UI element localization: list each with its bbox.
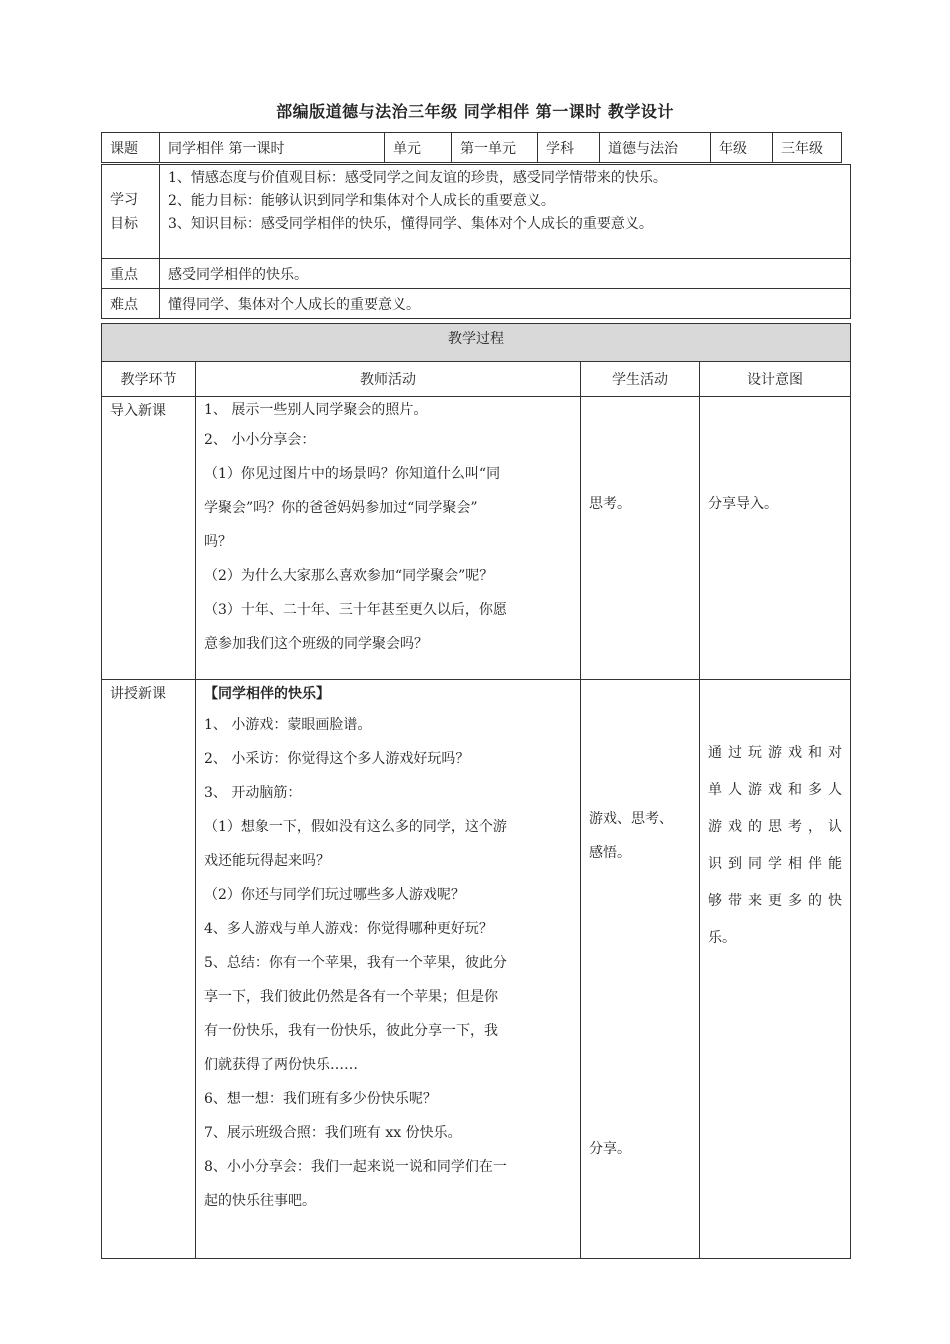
new-lesson-stage: [102, 680, 196, 1259]
design-line: 通过玩游戏和对: [708, 745, 842, 761]
teacher-line: 1、 展示一些别人同学聚会的照片。: [204, 402, 428, 418]
teacher-line: （1）想象一下，假如没有这么多的同学，这个游: [204, 819, 507, 835]
teacher-line: 吗？: [204, 534, 232, 550]
column-header-student: 学生活动: [581, 362, 700, 397]
section-title: 【同学相伴的快乐】: [204, 686, 330, 702]
student-activity-line: 游戏、思考、: [589, 811, 673, 827]
student-activity-line: 感悟。: [589, 845, 631, 861]
objectives-label-line1: 学习: [110, 191, 138, 208]
teacher-line: 有一份快乐，我有一份快乐，彼此分享一下，我: [204, 1023, 498, 1039]
new-lesson-teacher-activity: [196, 680, 581, 1259]
new-lesson-design-intent: [700, 680, 851, 1259]
difficulty-value: 懂得同学、集体对个人成长的重要意义。: [160, 289, 851, 319]
objectives-label-line2: 目标: [110, 215, 138, 232]
unit-label: 单元: [385, 133, 452, 163]
unit-value: 第一单元: [452, 133, 538, 163]
design-line: 单人游戏和多人: [708, 782, 842, 798]
intro-design-text: 分享导入。: [708, 496, 778, 512]
intro-student-activity: [581, 397, 700, 680]
teacher-line: 戏还能玩得起来吗？: [204, 853, 330, 869]
topic-label: 课题: [102, 133, 160, 163]
teacher-line: 2、 小采访：你觉得这个多人游戏好玩吗？: [204, 751, 470, 767]
teacher-line: 3、 开动脑筋：: [204, 785, 302, 801]
intro-teacher-activity: [196, 397, 581, 680]
teacher-line: 6、想一想：我们班有多少份快乐呢？: [204, 1091, 437, 1107]
document-title: 部编版道德与法治三年级 同学相伴 第一课时 教学设计: [276, 102, 674, 121]
teacher-line: 4、多人游戏与单人游戏：你觉得哪种更好玩？: [204, 921, 493, 937]
key-point-value: 感受同学相伴的快乐。: [160, 259, 851, 289]
objective-item: 1、情感态度与价值观目标：感受同学之间友谊的珍贵，感受同学情带来的快乐。: [168, 170, 667, 186]
subject-value: 道德与法治: [600, 133, 711, 163]
process-header: 教学过程: [102, 324, 851, 362]
student-activity-share: 分享。: [589, 1141, 631, 1157]
objectives-table: [101, 164, 851, 319]
column-header-design: 设计意图: [700, 362, 851, 397]
teacher-line: 意参加我们这个班级的同学聚会吗？: [204, 636, 428, 652]
objective-item: 2、能力目标：能够认识到同学和集体对个人成长的重要意义。: [168, 193, 555, 209]
difficulty-label: 难点: [102, 289, 160, 319]
teacher-line: 2、 小小分享会：: [204, 432, 316, 448]
teacher-line: 享一下，我们彼此仍然是各有一个苹果；但是你: [204, 989, 498, 1005]
intro-design-intent: [700, 397, 851, 680]
teacher-line: （2）你还与同学们玩过哪些多人游戏呢？: [204, 887, 465, 903]
objectives-label: [102, 165, 160, 259]
grade-value: 三年级: [773, 133, 842, 163]
column-header-stage: 教学环节: [102, 362, 196, 397]
process-table: [101, 323, 851, 1259]
column-header-teacher: 教师活动: [196, 362, 581, 397]
design-line: 游戏的思考，认: [708, 819, 842, 835]
grade-label: 年级: [711, 133, 773, 163]
new-lesson-stage-text: 讲授新课: [110, 686, 166, 702]
subject-label: 学科: [538, 133, 600, 163]
teacher-line: 1、 小游戏：蒙眼画脸谱。: [204, 717, 372, 733]
key-point-label: 重点: [102, 259, 160, 289]
info-table: [101, 132, 842, 163]
intro-stage: [102, 397, 196, 680]
objective-item: 3、知识目标：感受同学相伴的快乐，懂得同学、集体对个人成长的重要意义。: [168, 216, 653, 232]
teacher-line: 们就获得了两份快乐……: [204, 1057, 358, 1073]
design-line: 乐。: [708, 930, 736, 946]
teacher-line: （1）你见过图片中的场景吗？你知道什么叫“同: [204, 466, 501, 482]
intro-stage-text: 导入新课: [110, 403, 166, 419]
teacher-line: 5、总结：你有一个苹果，我有一个苹果，彼此分: [204, 955, 507, 971]
teacher-line: 7、展示班级合照：我们班有 xx 份快乐。: [204, 1125, 462, 1141]
topic-value: 同学相伴 第一课时: [160, 133, 385, 163]
teacher-line: 学聚会”吗？你的爸爸妈妈参加过“同学聚会”: [204, 500, 478, 516]
teacher-line: （3）十年、二十年、三十年甚至更久以后，你愿: [204, 602, 507, 618]
teacher-line: 起的快乐往事吧。: [204, 1193, 316, 1209]
teacher-line: （2）为什么大家那么喜欢参加“同学聚会”呢？: [204, 568, 494, 584]
design-line: 识到同学相伴能: [708, 856, 842, 872]
teacher-line: 8、小小分享会：我们一起来说一说和同学们在一: [204, 1159, 507, 1175]
intro-student-text: 思考。: [589, 496, 631, 512]
new-lesson-student-activity: [581, 680, 700, 1259]
design-line: 够带来更多的快: [708, 893, 842, 909]
objectives-content: [160, 165, 851, 259]
